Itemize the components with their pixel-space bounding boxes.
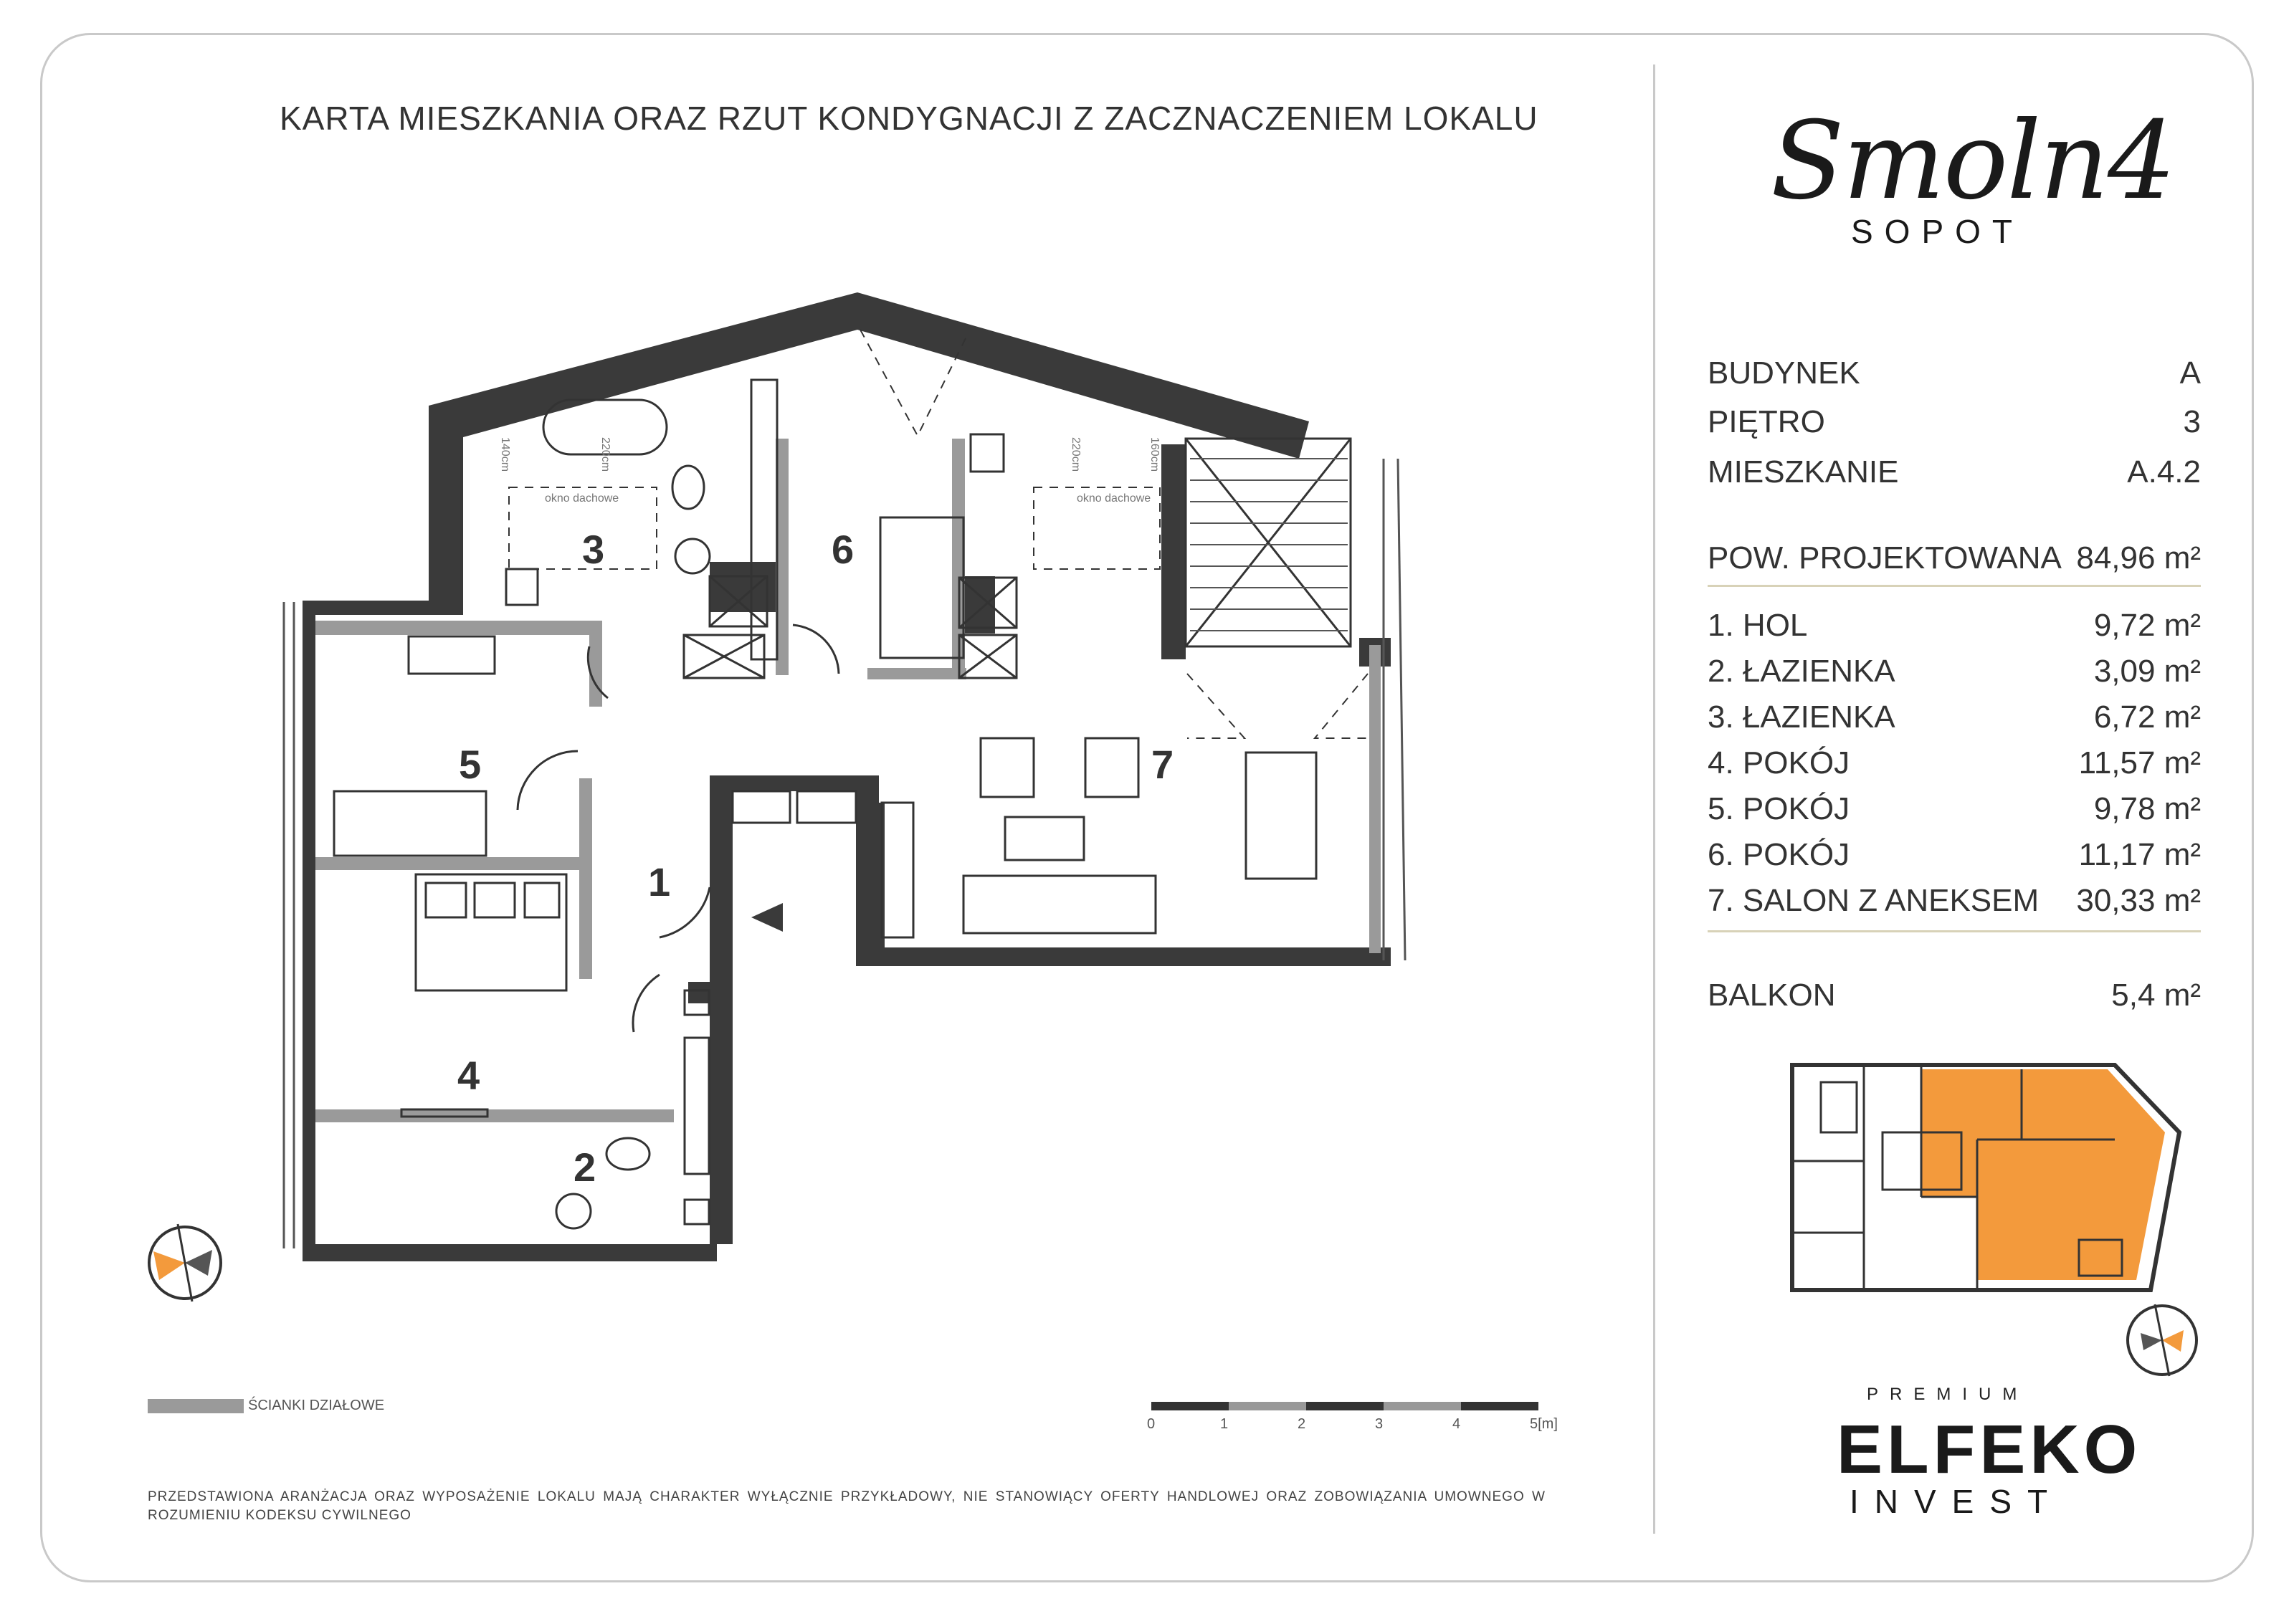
scale-tick-5: 5[m]	[1530, 1416, 1558, 1432]
page-title: KARTA MIESZKANIA ORAZ RZUT KONDYGNACJI Z ZACZNACZENIEM LOKALU	[280, 100, 1538, 137]
room-label: 6. POKÓJ	[1708, 837, 1850, 872]
area-rule-bottom	[1708, 930, 2201, 932]
plan-notes	[499, 437, 1161, 505]
room-number-2: 2	[574, 1145, 596, 1190]
height-note-1: 140cm	[499, 437, 511, 472]
apartment-value: A.4.2	[2127, 454, 2201, 489]
disclaimer-text: PRZEDSTAWIONA ARANŻACJA ORAZ WYPOSAŻENIE LOKALU MAJĄ CHARAKTER WYŁĄCZNIE PRZYKŁADOWY, NIE STANOWIĄCY OFERTY HANDLOWEJ ORAZ ZOBOWIĄZANIA UMOWNEGO W ROZUMIENIU KODEKSU CYWILNEGO	[148, 1489, 1546, 1523]
room-area: 3,09 m²	[2093, 654, 2201, 689]
entrance-marker	[751, 903, 783, 932]
room-number-7: 7	[1151, 742, 1174, 787]
brand-premium: PREMIUM	[1867, 1385, 2029, 1404]
room-label: 7. SALON Z ANEKSEM	[1708, 883, 2040, 918]
room-number-5: 5	[459, 742, 482, 787]
balcony-hatching	[1190, 459, 1348, 631]
room-area: 9,72 m²	[2093, 608, 2201, 643]
height-note-3: 220cm	[1070, 437, 1082, 472]
balcony-area	[1186, 439, 1351, 646]
roof-window-note-1: okno dachowe	[545, 492, 619, 505]
total-area-value: 84,96 m²	[2076, 540, 2201, 575]
smoln4-logo: Smoln4	[1771, 99, 2175, 224]
room-label: 3. ŁAZIENKA	[1708, 699, 1895, 735]
total-area-label: POW. PROJEKTOWANA	[1708, 540, 2062, 575]
vertical-divider	[1653, 65, 1655, 1534]
room-area: 6,72 m²	[2093, 699, 2201, 735]
scale-tick-4: 4	[1452, 1416, 1461, 1432]
area-rule-top	[1708, 585, 2201, 587]
height-note-4: 160cm	[1148, 437, 1161, 472]
inner-walls	[688, 562, 1391, 1003]
roof-window-note-2: okno dachowe	[1077, 492, 1151, 505]
ventilation-shafts	[684, 576, 1017, 1224]
balcony-label: BALKON	[1708, 978, 1836, 1013]
scale-tick-2: 2	[1298, 1416, 1306, 1432]
partition-legend-swatch	[148, 1399, 244, 1413]
floor-value: 3	[2183, 404, 2201, 439]
room-area: 9,78 m²	[2093, 791, 2201, 826]
partition-legend-label: ŚCIANKI DZIAŁOWE	[248, 1398, 385, 1413]
brand-logo: ELFEKO	[1837, 1411, 2142, 1488]
key-plan-compass-icon	[2119, 1297, 2205, 1383]
building-value: A	[2179, 355, 2201, 391]
room-number-3: 3	[582, 527, 605, 572]
room-number-1: 1	[648, 859, 671, 904]
brand-invest: INVEST	[1850, 1483, 2064, 1520]
room-number-4: 4	[457, 1053, 480, 1098]
compass-icon	[149, 1224, 221, 1301]
scale-tick-0: 0	[1147, 1416, 1156, 1432]
apartment-label: MIESZKANIE	[1708, 454, 1899, 489]
scale-bar	[1151, 1402, 1538, 1410]
room-label: 5. POKÓJ	[1708, 791, 1850, 826]
room-area: 11,17 m²	[2078, 837, 2201, 872]
room-label: 1. HOL	[1708, 608, 1808, 643]
balcony-value: 5,4 m²	[2111, 978, 2201, 1013]
scale-tick-1: 1	[1220, 1416, 1229, 1432]
key-plan	[1778, 1054, 2222, 1304]
room-area: 30,33 m²	[2076, 883, 2201, 918]
logo-city: SOPOT	[1851, 213, 2024, 250]
room-number-6: 6	[832, 527, 855, 572]
room-label: 2. ŁAZIENKA	[1708, 654, 1895, 689]
scale-tick-3: 3	[1375, 1416, 1384, 1432]
room-label: 4. POKÓJ	[1708, 745, 1850, 780]
floor-label: PIĘTRO	[1708, 404, 1825, 439]
room-area: 11,57 m²	[2078, 745, 2201, 780]
building-label: BUDYNEK	[1708, 355, 1860, 391]
height-note-2: 220cm	[599, 437, 611, 472]
